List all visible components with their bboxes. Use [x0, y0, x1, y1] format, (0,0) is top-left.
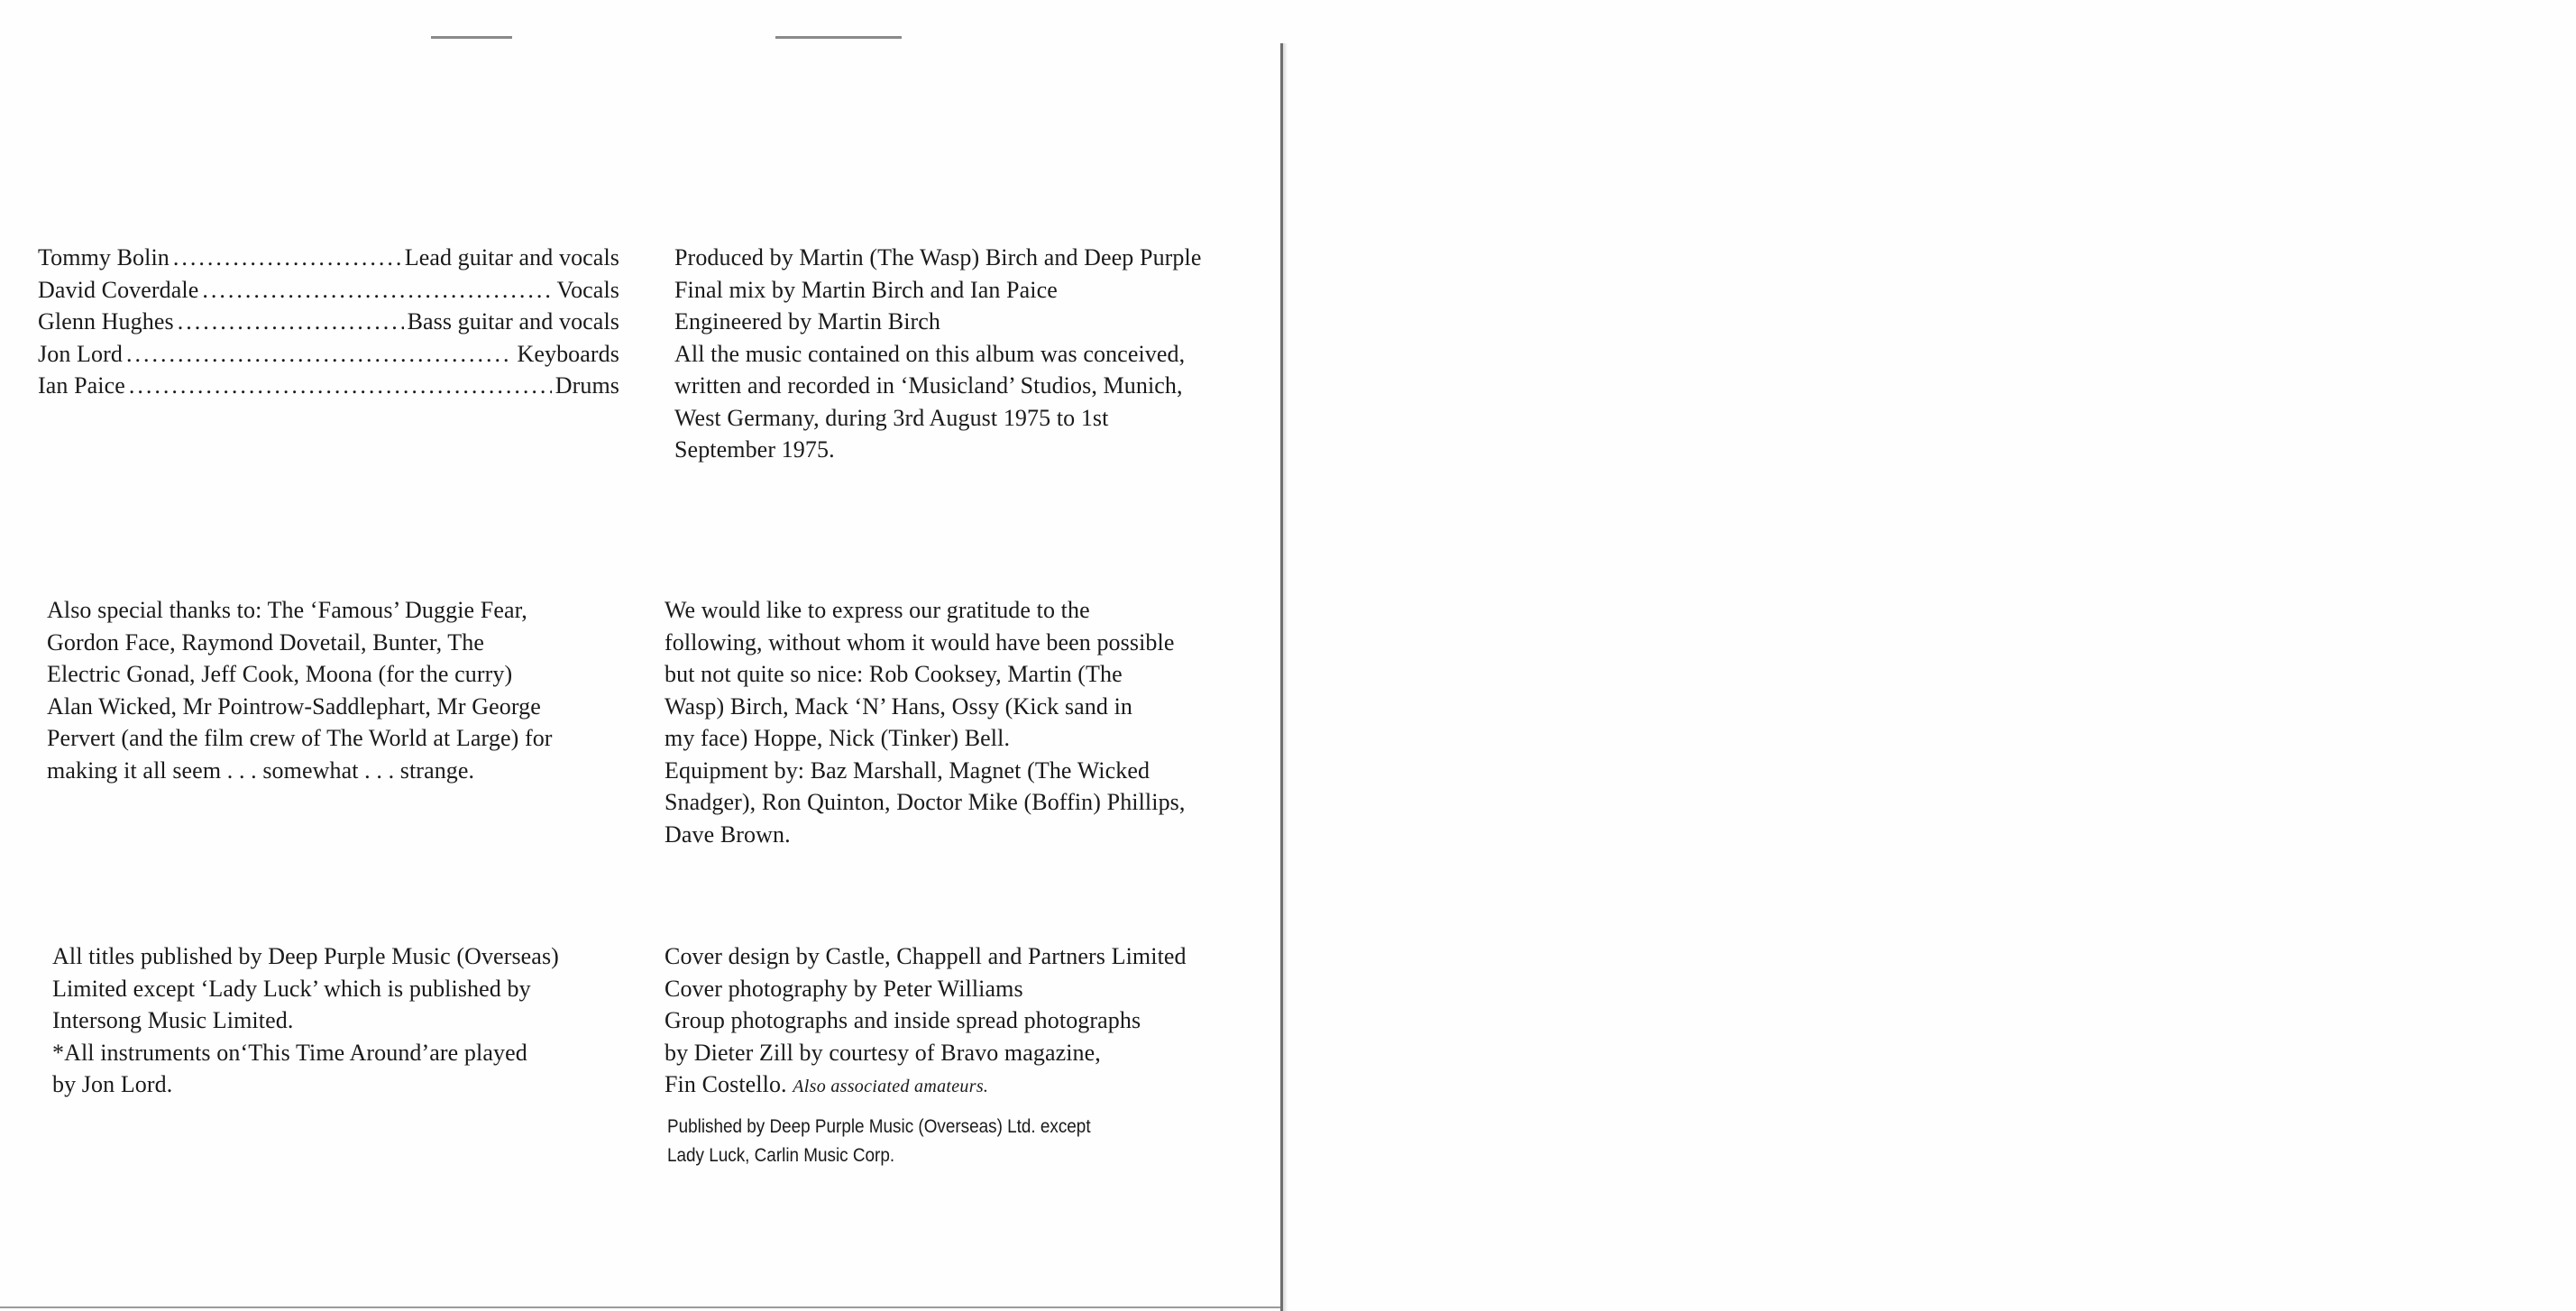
thanks-line: Pervert (and the film crew of The World at Large) for	[47, 725, 553, 751]
member-name: Tommy Bolin	[38, 244, 170, 270]
member-name: Ian Paice	[38, 372, 125, 399]
lineup-row	[38, 274, 619, 307]
thanks-line: Electric Gonad, Jeff Cook, Moona (for the curry)	[47, 661, 513, 687]
production-line: All the music contained on this album was conceived,	[674, 340, 1186, 367]
special-thanks	[47, 594, 624, 786]
lineup-row	[38, 370, 619, 402]
production-line: Engineered by Martin Birch	[674, 308, 941, 335]
lineup-row	[38, 306, 619, 338]
publishing-line: All titles published by Deep Purple Music (Overseas)	[52, 943, 559, 969]
gratitude-line: following, without whom it would have been possible	[665, 628, 1175, 656]
publishing-info	[52, 940, 629, 1101]
production-line: written and recorded in ‘Musicland’ Studios, Munich,	[674, 372, 1183, 399]
lineup-row	[38, 338, 619, 371]
member-role: Vocals	[556, 276, 619, 303]
thanks-line: Alan Wicked, Mr Pointrow-Saddlephart, Mr George	[47, 692, 541, 720]
member-role: Keyboards	[517, 340, 619, 367]
publishing-line: Limited except ‘Lady Luck’ which is published by	[52, 975, 531, 1002]
gratitude-note	[665, 594, 1269, 850]
right-page-blank	[1288, 0, 2576, 1311]
band-lineup	[38, 242, 619, 402]
member-role: Lead guitar and vocals	[404, 244, 619, 270]
credits-italic-note: Also associated amateurs.	[793, 1077, 989, 1096]
credits-photographer: Fin Costello.	[665, 1071, 787, 1097]
production-line: September 1975.	[674, 436, 835, 463]
dot-leader	[173, 242, 401, 274]
gratitude-line: but not quite so nice: Rob Cooksey, Martin (The	[665, 661, 1123, 687]
member-name: Jon Lord	[38, 340, 123, 367]
credits-line: Cover photography by Peter Williams	[665, 975, 1023, 1002]
publisher-note-line: Published by Deep Purple Music (Overseas) Ltd. except	[667, 1116, 1091, 1137]
gratitude-line: Equipment by: Baz Marshall, Magnet (The Wicked	[665, 756, 1150, 784]
credits-line: by Dieter Zill by courtesy of Bravo magazine,	[665, 1039, 1101, 1066]
gratitude-line: Wasp) Birch, Mack ‘N’ Hans, Ossy (Kick sand in	[665, 692, 1133, 720]
cover-credits	[665, 940, 1269, 1104]
member-name: Glenn Hughes	[38, 308, 174, 335]
bottom-edge	[0, 1306, 1280, 1308]
publisher-note	[667, 1113, 1187, 1170]
credits-line: Cover design by Castle, Chappell and Partners Limited	[665, 943, 1187, 969]
top-print-mark	[431, 36, 512, 39]
dot-leader	[202, 274, 553, 307]
gratitude-line: Dave Brown.	[665, 821, 791, 848]
dot-leader	[129, 370, 552, 402]
production-line: West Germany, during 3rd August 1975 to 1st	[674, 404, 1109, 431]
production-credits	[674, 242, 1270, 466]
thanks-line: Also special thanks to: The ‘Famous’ Duggie Fear,	[47, 597, 527, 623]
gratitude-line: We would like to express our gratitude to the	[665, 597, 1090, 623]
member-role: Drums	[555, 372, 619, 399]
top-print-mark	[775, 36, 902, 39]
dot-leader	[178, 306, 404, 338]
member-role: Bass guitar and vocals	[407, 308, 619, 335]
member-name: David Coverdale	[38, 276, 199, 303]
lineup-row	[38, 242, 619, 274]
credits-last-line	[665, 1068, 1269, 1104]
publishing-line: *All instruments on‘This Time Around’are played	[52, 1039, 527, 1066]
dot-leader	[126, 338, 513, 371]
credits-line: Group photographs and inside spread photographs	[665, 1007, 1141, 1033]
gratitude-line: Snadger), Ron Quinton, Doctor Mike (Boffin) Phillips,	[665, 789, 1186, 815]
thanks-line: Gordon Face, Raymond Dovetail, Bunter, The	[47, 628, 485, 656]
publishing-line: Intersong Music Limited.	[52, 1007, 294, 1033]
publishing-line: by Jon Lord.	[52, 1071, 173, 1097]
thanks-line: making it all seem . . . somewhat . . . strange.	[47, 756, 475, 784]
production-line: Final mix by Martin Birch and Ian Paice	[674, 276, 1058, 303]
publisher-note-line: Lady Luck, Carlin Music Corp.	[667, 1145, 895, 1166]
gratitude-line: my face) Hoppe, Nick (Tinker) Bell.	[665, 725, 1011, 751]
production-line: Produced by Martin (The Wasp) Birch and Deep Purple	[674, 244, 1202, 270]
left-page	[0, 0, 1280, 1311]
